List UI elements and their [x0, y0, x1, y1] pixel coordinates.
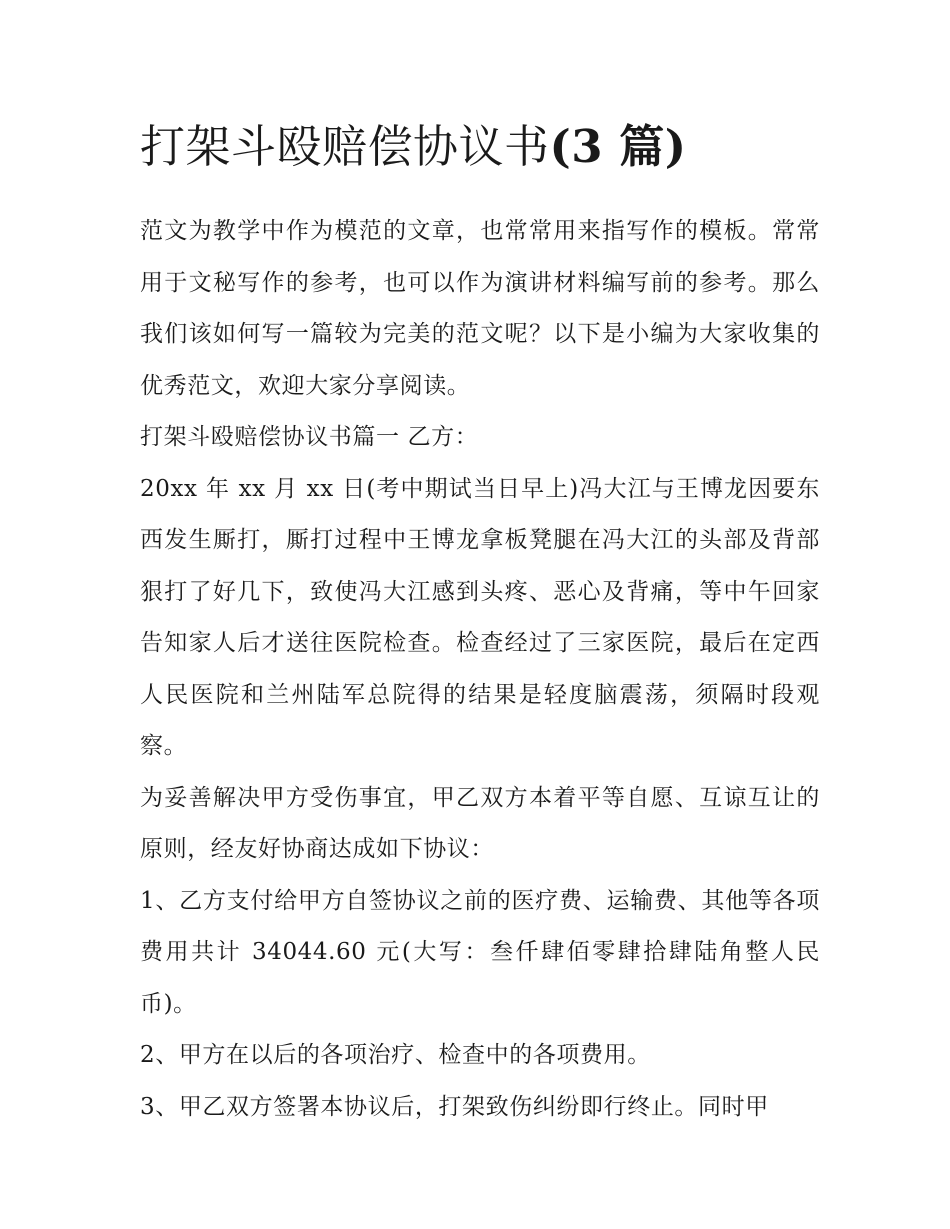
title-count-text: (3 篇) [549, 120, 687, 173]
intro-paragraph: 范文为教学中作为模范的文章，也常常用来指写作的模板。常常用于文秘写作的参考，也可以作为演讲材料编写前的参考。那么我们该如何写一篇较为完美的范文呢？以下是小编为大家收集的优秀范文，欢迎大家分享阅读。 [140, 218, 820, 399]
clause-1-paragraph: 1、乙方支付给甲方自签协议之前的医疗费、运输费、其他等各项费用共计 34044.60 元(大写：叁仟肆佰零肆拾肆陆角整人民币)。 [140, 887, 820, 1017]
clause-3-paragraph: 3、甲乙双方签署本协议后，打架致伤纠纷即行终止。同时甲 [140, 1093, 769, 1120]
title-main-text: 打架斗殴赔偿协议书 [140, 120, 550, 173]
document-page [140, 112, 820, 1133]
clause-2-paragraph: 2、甲方在以后的各项治疗、检查中的各项费用。 [140, 1042, 651, 1068]
incident-paragraph: 20xx 年 xx 月 xx 日(考中期试当日早上)冯大江与王博龙因要东西发生厮打，厮打过程中王博龙拿板凳腿在冯大江的头部及背部狠打了好几下，致使冯大江感到头疼、恶心及背痛，等中午回家告知家人后才送往医院检查。检查经过了三家医院，最后在定西人民医院和兰州陆军总院得的结果是轻度脑震荡，须隔时段观察。 [140, 475, 820, 759]
document-title [140, 112, 820, 182]
section-heading-paragraph: 打架斗殴赔偿协议书篇一 乙方： [140, 424, 479, 450]
agreement-intro-paragraph: 为妥善解决甲方受伤事宜，甲乙双方本着平等自愿、互谅互让的原则，经友好协商达成如下协议： [140, 784, 820, 862]
